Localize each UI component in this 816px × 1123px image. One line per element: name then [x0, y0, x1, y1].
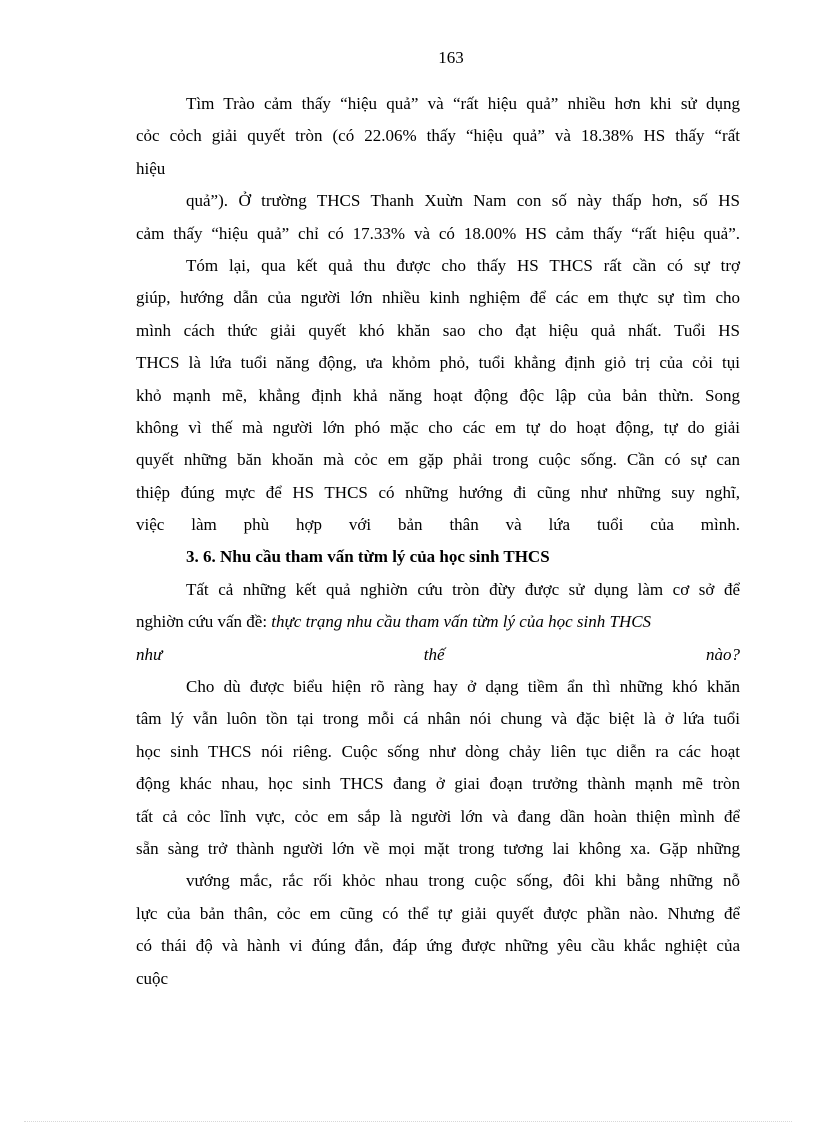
section-heading: 3. 6. Nhu cầu tham vấn từm lý của học sinh THCS: [186, 547, 550, 567]
text-line: hiệu: [136, 158, 166, 178]
text-line: quả”). Ở trường THCS Thanh Xuừn Nam con số này thấp hơn, số HS: [186, 191, 740, 211]
text-line: mình cách thức giải quyết khó khăn sao cho đạt hiệu quả nhất. Tuổi HS: [136, 320, 740, 340]
text-line: không vì thế mà người lớn phó mặc cho các em tự do hoạt động, tự do giải: [136, 417, 740, 437]
text-line: học sinh THCS nói riêng. Cuộc sống như dòng chảy liên tục diễn ra các hoạt: [136, 741, 740, 761]
italic-line: như thế nào?: [136, 644, 740, 664]
page-number: 163: [438, 48, 464, 67]
text-line: Tất cả những kết quả nghiờn cứu tròn đừy được sử dụng làm cơ sở để: [186, 579, 740, 599]
text-line: vướng mắc, rắc rối khỏc nhau trong cuộc sống, đôi khi bằng những nỗ: [186, 871, 740, 891]
document-body: [136, 88, 740, 995]
text-line: lực của bản thân, cỏc em cũng có thể tự giải quyết được phần nào. Nhưng để: [136, 903, 740, 923]
text-line: cuộc: [136, 968, 169, 988]
text-line: giúp, hướng dẫn của người lớn nhiều kinh nghiệm để các em thực sự tìm cho: [136, 288, 740, 308]
text-line: động khác nhau, học sinh THCS đang ở giai đoạn trưởng thành mạnh mẽ tròn: [136, 774, 740, 794]
text-line: khỏ mạnh mẽ, khẳng định khả năng hoạt động độc lập của bản thừn. Song: [136, 385, 740, 405]
text-line: Tìm Trào cảm thấy “hiệu quả” và “rất hiệu quả” nhiều hơn khi sử dụng: [186, 94, 740, 113]
text-line-mixed: [136, 606, 740, 638]
text-line: thiệp đúng mực để HS THCS có những hướng đi cũng như những suy nghĩ,: [136, 482, 740, 502]
text-line: Cho dù được biểu hiện rõ ràng hay ở dạng tiềm ẩn thì những khó khăn: [186, 677, 740, 697]
text-line: THCS là lứa tuổi năng động, ưa khỏm phỏ, tuổi khẳng định giỏ trị của cỏi tụi: [136, 353, 740, 373]
text-line: cảm thấy “hiệu quả” chỉ có 17.33% và có 18.00% HS cảm thấy “rất hiệu quả”.: [136, 223, 740, 243]
text-line: tâm lý vẫn luôn tồn tại trong mỗi cá nhân nói chung và đặc biệt là ở lứa tuổi: [136, 709, 740, 729]
text-line: có thái độ và hành vi đúng đắn, đáp ứng được những yêu cầu khắc nghiệt của: [136, 936, 740, 956]
text-line: Tóm lại, qua kết quả thu được cho thấy HS THCS rất cần có sự trợ: [186, 255, 740, 275]
text-line: cỏc cỏch giải quyết tròn (có 22.06% thấy “hiệu quả” và 18.38% HS thấy “rất: [136, 126, 740, 146]
text-segment: nghiờn cứu vấn đề:: [136, 612, 268, 632]
text-line: việc làm phù hợp với bản thân và lứa tuổi của mình.: [136, 515, 740, 535]
text-line: sẵn sàng trở thành người lớn về mọi mặt trong tương lai không xa. Gặp những: [136, 838, 740, 858]
text-line: tất cả cỏc lĩnh vực, cỏc em sắp là người lớn và đang dần hoàn thiện mình để: [136, 806, 740, 826]
italic-phrase: thực trạng nhu cầu tham vấn từm lý của học sinh THCS: [271, 612, 652, 632]
text-line: quyết những băn khoăn mà cỏc em gặp phải trong cuộc sống. Cần có sự can: [136, 450, 740, 470]
page-bottom-rule: [24, 1121, 792, 1122]
